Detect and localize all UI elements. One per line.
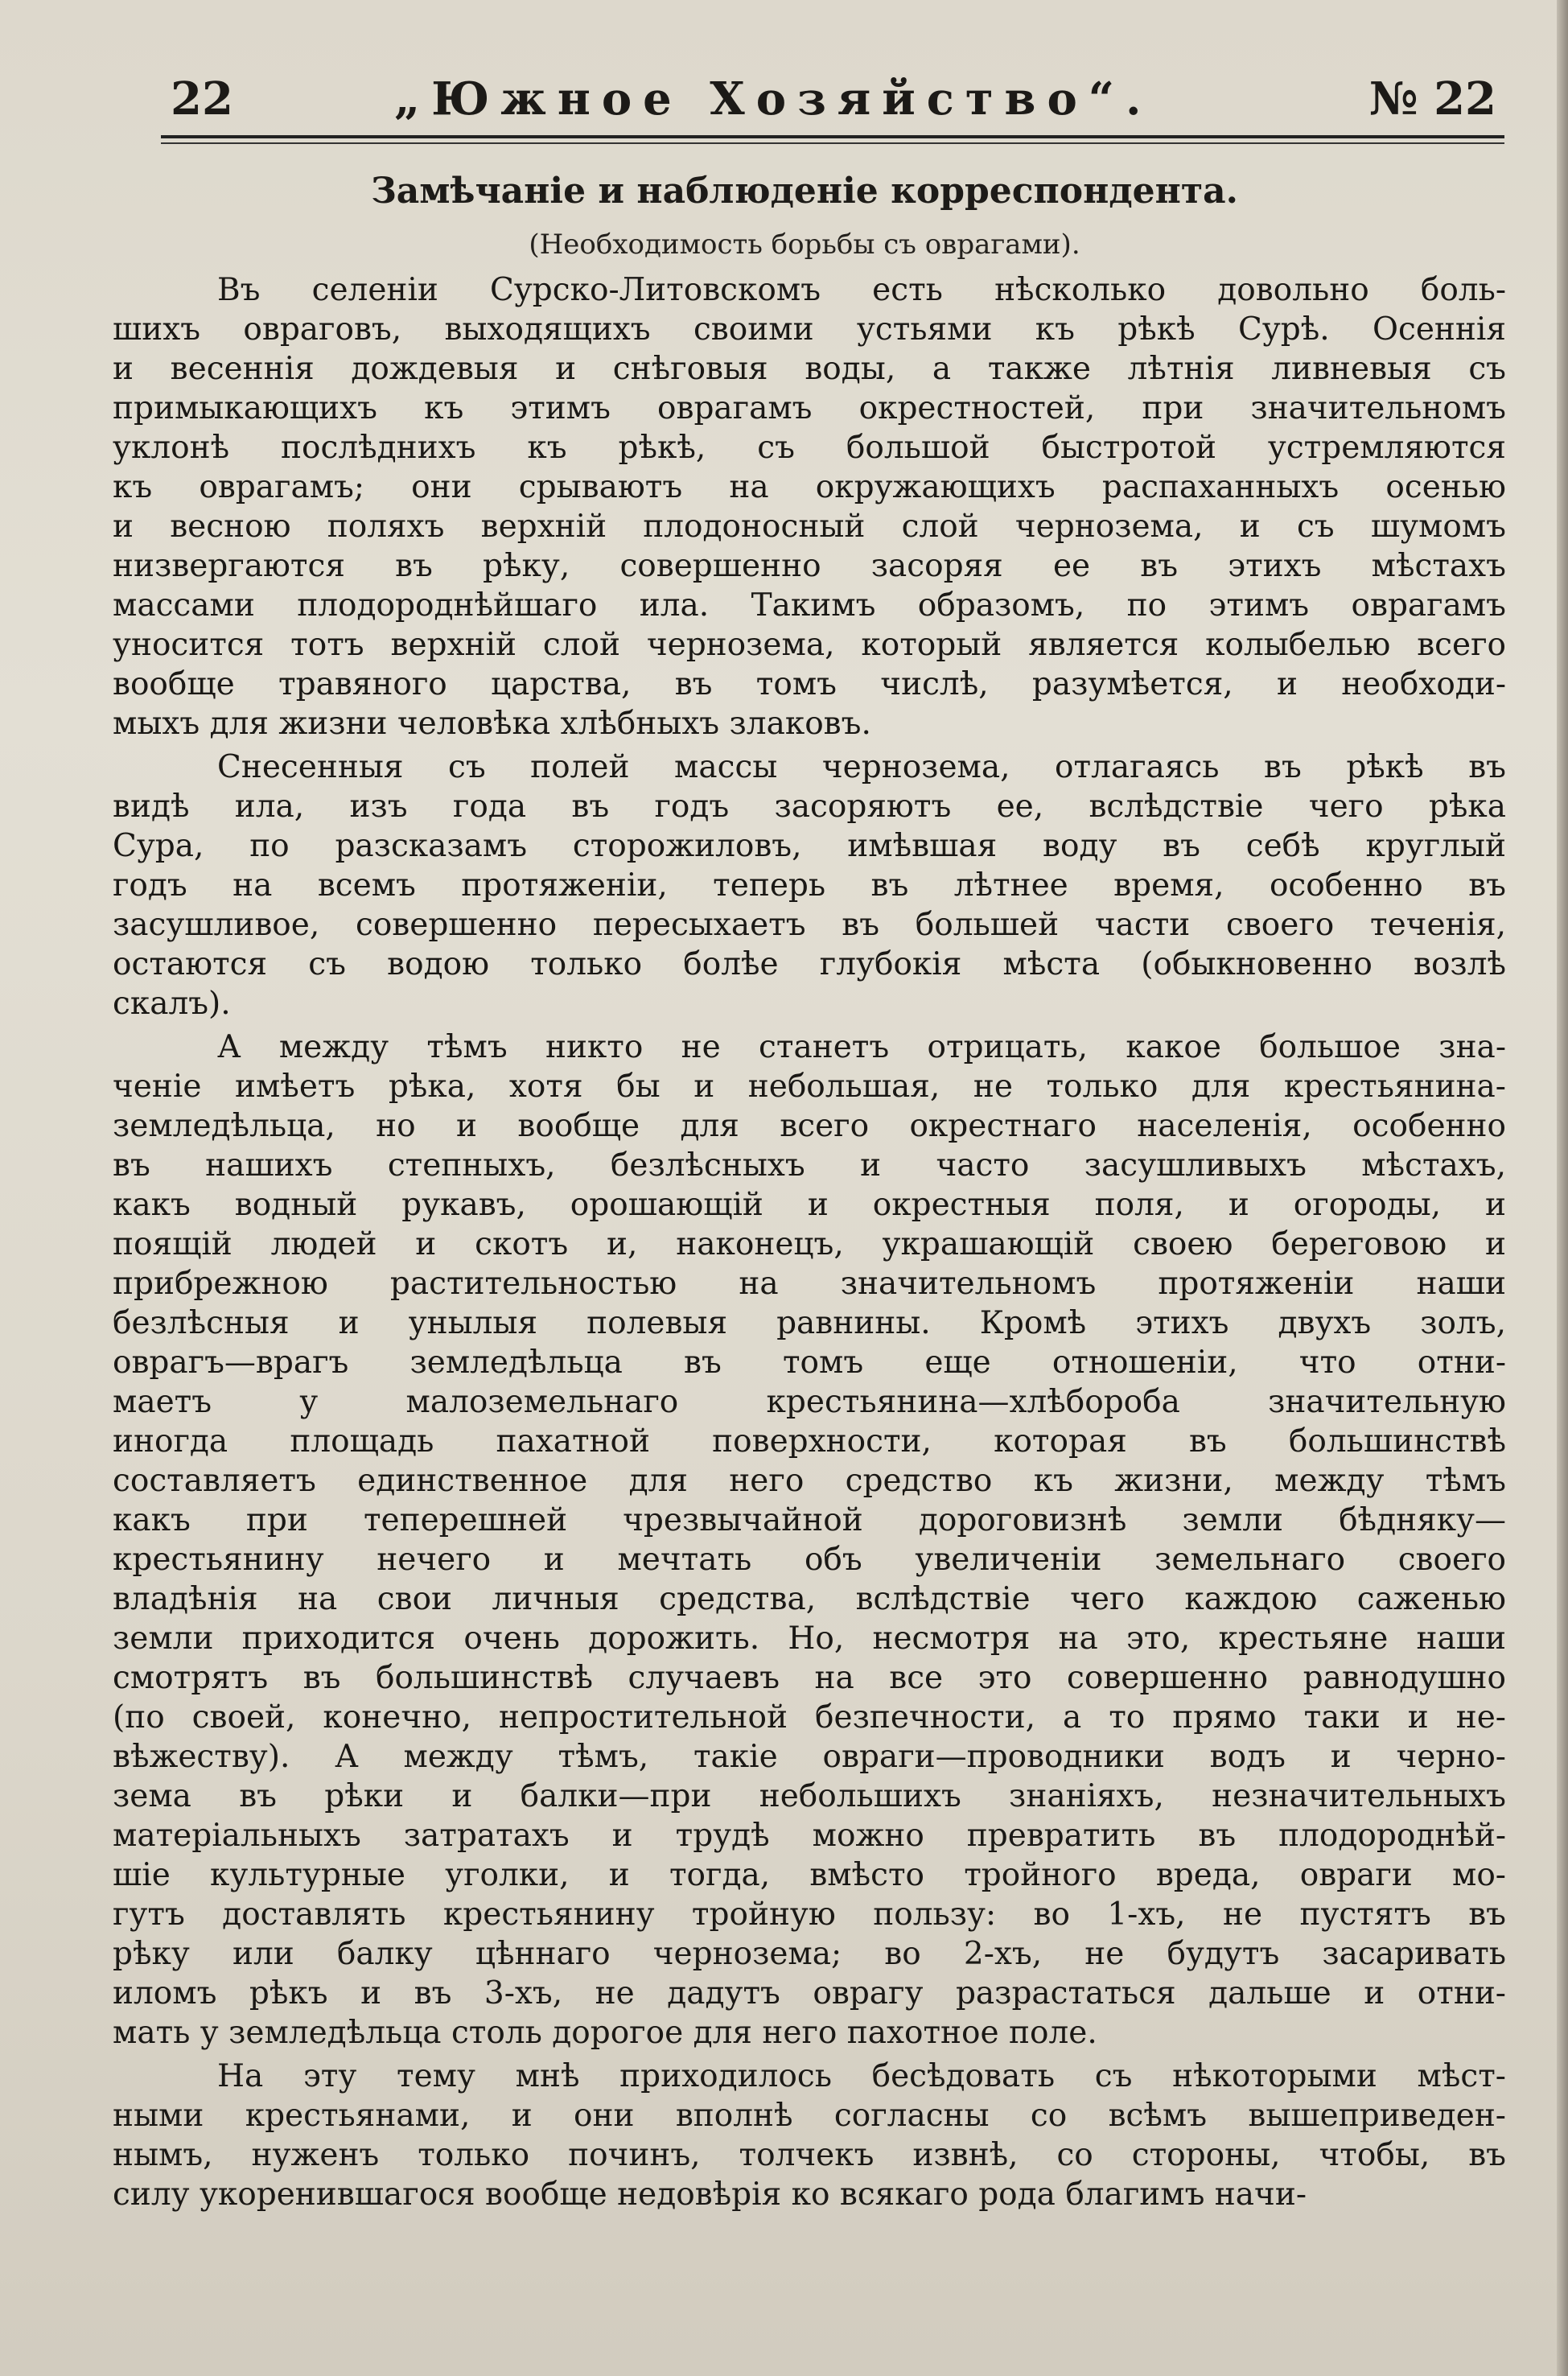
- text-line: силу укоренившагося вообще недовѣрія ко всякаго рода благимъ начи-: [113, 2176, 1307, 2213]
- paragraph: [113, 1027, 1506, 2053]
- text-line: массами плодороднѣйшаго ила. Такимъ образомъ, по этимъ оврагамъ: [113, 587, 1506, 624]
- paragraph: [113, 270, 1506, 743]
- article-title: Замѣчаніе и наблюденіе корреспондента.: [371, 171, 1238, 212]
- text-line: и весною поляхъ верхній плодоносный слой чернозема, и съ шумомъ: [113, 509, 1506, 545]
- text-line: годъ на всемъ протяженіи, теперь въ лѣтнее время, особенно въ: [113, 867, 1506, 904]
- text-line: оврагъ—врагъ земледѣльца въ томъ еще отношеніи, что отни-: [113, 1344, 1506, 1381]
- text-line: засушливое, совершенно пересыхаетъ въ большей части своего теченія,: [113, 907, 1506, 943]
- issue-number: № 22: [1368, 72, 1496, 126]
- text-line: маетъ у малоземельнаго крестьянина—хлѣбороба значительную: [113, 1384, 1506, 1420]
- text-line: вообще травяного царства, въ томъ числѣ, разумѣется, и необходи-: [113, 666, 1506, 702]
- text-line: нымъ, нуженъ только починъ, толчекъ извнѣ, со стороны, чтобы, въ: [113, 2137, 1506, 2173]
- text-line: шихъ овраговъ, выходящихъ своими устьями къ рѣкѣ Сурѣ. Осеннія: [113, 311, 1506, 348]
- text-line: поящій людей и скотъ и, наконецъ, украшающій своею береговою и: [113, 1226, 1506, 1262]
- text-line: смотрятъ въ большинствѣ случаевъ на все это совершенно равнодушно: [113, 1660, 1506, 1696]
- header-rule-thin: [161, 142, 1504, 144]
- text-line: въ нашихъ степныхъ, безлѣсныхъ и часто засушливыхъ мѣстахъ,: [113, 1147, 1506, 1184]
- article-body: [113, 270, 1506, 2218]
- text-line: прибрежною растительностью на значительномъ протяженіи наши: [113, 1266, 1506, 1302]
- text-line: земледѣльца, но и вообще для всего окрестнаго населенія, особенно: [113, 1108, 1506, 1144]
- text-line: видѣ ила, изъ года въ годъ засоряютъ ее, вслѣдствіе чего рѣка: [113, 789, 1506, 825]
- text-line: На эту тему мнѣ приходилось бесѣдовать съ нѣкоторыми мѣст-: [217, 2058, 1506, 2094]
- text-line: Сура, по разсказамъ сторожиловъ, имѣвшая воду въ себѣ круглый: [113, 828, 1506, 864]
- text-line: и весеннія дождевыя и снѣговыя воды, а также лѣтнія ливневыя съ: [113, 351, 1506, 387]
- page-edge: [1557, 0, 1568, 2376]
- running-header: [161, 72, 1496, 137]
- paragraph: [113, 747, 1506, 1023]
- text-line: зема въ рѣки и балки—при небольшихъ знаніяхъ, незначительныхъ: [113, 1778, 1506, 1814]
- text-line: остаются съ водою только болѣе глубокія мѣста (обыкновенно возлѣ: [113, 946, 1506, 982]
- text-line: скалъ).: [113, 986, 231, 1022]
- text-line: какъ при теперешней чрезвычайной дороговизнѣ земли бѣдняку—: [113, 1502, 1506, 1538]
- journal-title: „Южное Хозяйство“.: [394, 72, 1153, 126]
- text-line: матеріальныхъ затратахъ и трудѣ можно превратить въ плодороднѣй-: [113, 1818, 1506, 1854]
- text-line: А между тѣмъ никто не станетъ отрицать, какое большое зна-: [217, 1029, 1506, 1065]
- text-line: гутъ доставлять крестьянину тройную пользу: во 1-хъ, не пустятъ въ: [113, 1896, 1506, 1933]
- text-line: (по своей, конечно, непростительной безпечности, а то прямо таки и не-: [113, 1699, 1506, 1736]
- article-subtitle: (Необходимость борьбы съ оврагами).: [529, 229, 1080, 261]
- text-line: уклонѣ послѣднихъ къ рѣкѣ, съ большой быстротой устремляются: [113, 430, 1506, 466]
- text-line: какъ водный рукавъ, орошающій и окрестныя поля, и огороды, и: [113, 1187, 1506, 1223]
- paragraph: [113, 2057, 1506, 2214]
- text-line: владѣнія на свои личныя средства, вслѣдствіе чего каждою саженью: [113, 1581, 1506, 1617]
- text-line: земли приходится очень дорожить. Но, несмотря на это, крестьяне наши: [113, 1620, 1506, 1657]
- text-line: примыкающихъ къ этимъ оврагамъ окрестностей, при значительномъ: [113, 390, 1506, 426]
- text-line: безлѣсныя и унылыя полевыя равнины. Кромѣ этихъ двухъ золъ,: [113, 1305, 1506, 1341]
- text-line: ными крестьянами, и они вполнѣ согласны со всѣмъ вышеприведен-: [113, 2098, 1506, 2134]
- text-line: къ оврагамъ; они срываютъ на окружающихъ распаханныхъ осенью: [113, 469, 1506, 505]
- text-line: составляетъ единственное для него средство къ жизни, между тѣмъ: [113, 1463, 1506, 1499]
- header-rule-thick: [161, 135, 1504, 138]
- text-line: иломъ рѣкъ и въ 3-хъ, не дадутъ оврагу разрастаться дальше и отни-: [113, 1975, 1506, 2012]
- text-line: ченіе имѣетъ рѣка, хотя бы и небольшая, не только для крестьянина-: [113, 1069, 1506, 1105]
- text-line: низвергаются въ рѣку, совершенно засоряя ее въ этихъ мѣстахъ: [113, 548, 1506, 584]
- text-line: шіе культурные уголки, и тогда, вмѣсто тройного вреда, овраги мо-: [113, 1857, 1506, 1893]
- text-line: рѣку или балку цѣннаго чернозема; во 2-хъ, не будутъ засаривать: [113, 1936, 1506, 1972]
- text-line: Снесенныя съ полей массы чернозема, отлагаясь въ рѣкѣ въ: [217, 749, 1506, 785]
- text-line: вѣжеству). А между тѣмъ, такіе овраги—проводники водъ и черно-: [113, 1739, 1506, 1775]
- text-line: мыхъ для жизни человѣка хлѣбныхъ злаковъ.: [113, 706, 871, 742]
- text-line: крестьянину нечего и мечтать объ увеличеніи земельнаго своего: [113, 1542, 1506, 1578]
- page-number: 22: [171, 72, 233, 126]
- text-line: мать у земледѣльца столь дорогое для него пахотное поле.: [113, 2015, 1097, 2051]
- text-line: Въ селеніи Сурско-Литовскомъ есть нѣсколько довольно боль-: [217, 272, 1506, 308]
- text-line: уносится тотъ верхній слой чернозема, который является колыбелью всего: [113, 627, 1506, 663]
- text-line: иногда площадь пахатной поверхности, которая въ большинствѣ: [113, 1423, 1506, 1460]
